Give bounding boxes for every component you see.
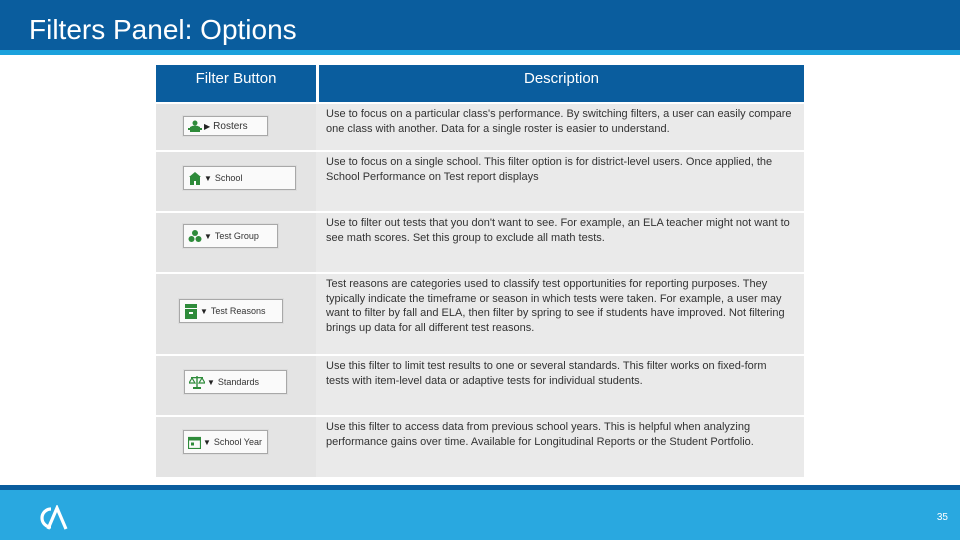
- filter-button-label: Test Group: [214, 231, 259, 241]
- test-reasons-icon: [184, 304, 198, 319]
- test-group-filter-button[interactable]: [183, 224, 278, 248]
- row-description: Test reasons are categories used to classify test opportunities for reporting purposes. They typically indicate the timeframe or season in which tests were taken. For example, a user may want to filter by fall and ELA, then filter by spring to see if students have improved. Not filtering brings up data for all different test reasons.: [326, 278, 785, 334]
- rosters-icon: [188, 120, 202, 132]
- expand-arrow-icon: ▼: [204, 231, 212, 241]
- expand-arrow-icon: ▼: [203, 437, 211, 447]
- table-row: [156, 102, 804, 150]
- school-icon: [188, 171, 202, 185]
- expand-arrow-icon: ▼: [204, 173, 212, 183]
- standards-icon: [189, 375, 205, 389]
- title-accent-stripe: [0, 50, 960, 55]
- table-row: [156, 272, 804, 354]
- filter-button-label: Rosters: [213, 120, 248, 132]
- filter-button-label: Standards: [217, 377, 259, 387]
- standards-filter-button[interactable]: [184, 370, 287, 394]
- table-row: [156, 415, 804, 477]
- expand-arrow-icon: ▼: [207, 377, 215, 387]
- footer-bar: [0, 490, 960, 540]
- filters-table: [156, 65, 804, 477]
- page-number: 35: [936, 512, 948, 523]
- rosters-filter-button[interactable]: [183, 116, 268, 136]
- row-description: Use this filter to limit test results to one or several standards. This filter works on fixed-form tests with item-level data or adaptive tests for individual students.: [326, 360, 767, 387]
- row-description: Use to filter out tests that you don't want to see. For example, an ELA teacher might not want to see math scores. Set this group to exclude all math tests.: [326, 217, 790, 244]
- school-year-icon: [188, 436, 201, 449]
- row-description: Use to focus on a particular class's performance. By switching filters, a user can easily compare one class with another. Data for a single roster is easier to understand.: [326, 108, 792, 135]
- school-year-filter-button[interactable]: [183, 430, 268, 454]
- header-filter-button: Filter Button: [156, 65, 316, 102]
- expand-arrow-icon: ▶: [204, 121, 211, 131]
- test-reasons-filter-button[interactable]: [179, 299, 283, 323]
- header-description: Description: [319, 65, 804, 102]
- filter-button-label: School: [214, 173, 243, 183]
- school-filter-button[interactable]: [183, 166, 296, 190]
- table-header: [156, 65, 804, 102]
- ca-logo: [36, 505, 68, 536]
- row-description: Use to focus on a single school. This filter option is for district-level users. Once applied, the School Performance on Test report displays: [326, 156, 773, 183]
- footer-stripe: [0, 485, 960, 490]
- test-group-icon: [188, 229, 202, 243]
- expand-arrow-icon: ▼: [200, 306, 208, 316]
- page-title: Filters Panel: Options: [29, 14, 297, 45]
- table-row: [156, 211, 804, 272]
- table-row: [156, 150, 804, 211]
- row-description: Use this filter to access data from previous school years. This is helpful when analyzing performance gains over time. Available for Longitudinal Reports or the Student Portfolio.: [326, 421, 754, 448]
- filter-button-label: School Year: [213, 437, 262, 447]
- table-row: [156, 354, 804, 415]
- filter-button-label: Test Reasons: [210, 306, 266, 316]
